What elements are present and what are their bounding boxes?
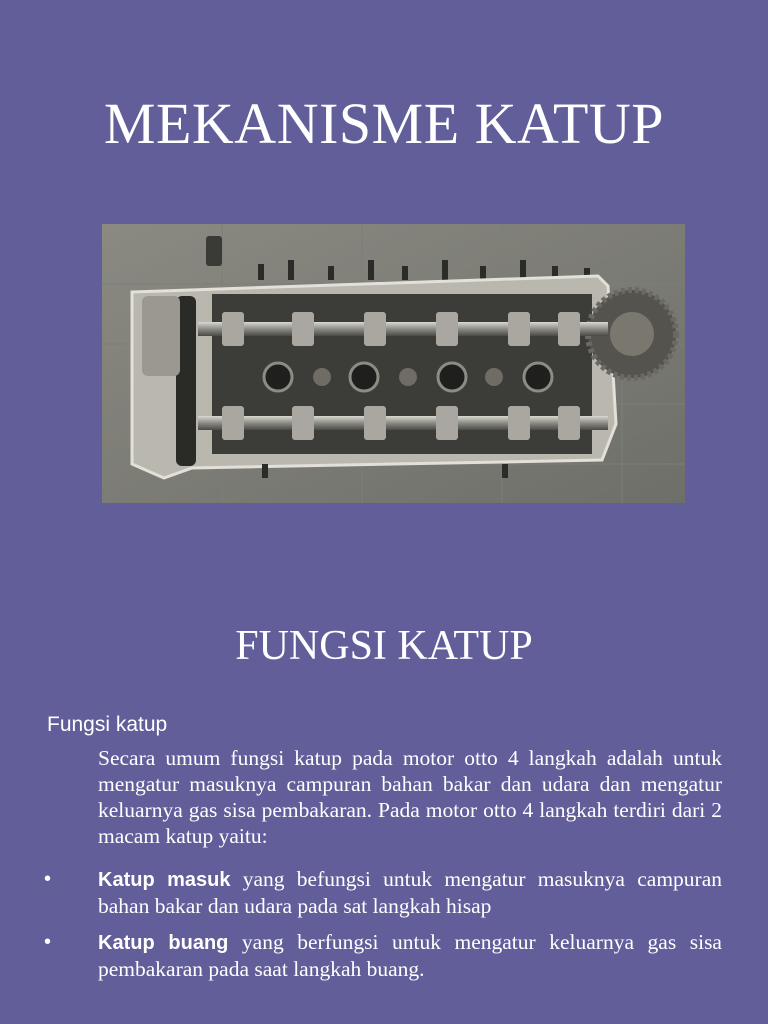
- bullet-term: Katup masuk: [98, 869, 231, 891]
- bullet-marker: •: [44, 868, 52, 890]
- bullet-item-katup-masuk: [44, 866, 722, 919]
- content-heading: Fungsi katup: [47, 713, 168, 736]
- bullet-term: Katup buang: [98, 932, 229, 954]
- intro-paragraph: Secara umum fungsi katup pada motor otto 4 langkah adalah untuk mengatur masuknya campuran bahan bakar dan udara dan mengatur keluarnya gas sisa pembakaran. Pada motor otto 4 langkah terdiri dari 2 macam katup yaitu:: [98, 746, 722, 848]
- bullet-marker: •: [44, 931, 52, 953]
- section-title: FUNGSI KATUP: [235, 623, 533, 669]
- bullet-item-katup-buang: [44, 929, 722, 982]
- bullet-text: yang berfungsi untuk mengatur keluarnya gas sisa pembakaran pada saat langkah buang.: [98, 930, 722, 981]
- slide-title: MEKANISME KATUP: [103, 91, 665, 156]
- bullet-text: yang befungsi untuk mengatur masuknya campuran bahan bakar dan udara pada sat langkah hisap: [98, 867, 722, 918]
- engine-photo: [102, 224, 685, 503]
